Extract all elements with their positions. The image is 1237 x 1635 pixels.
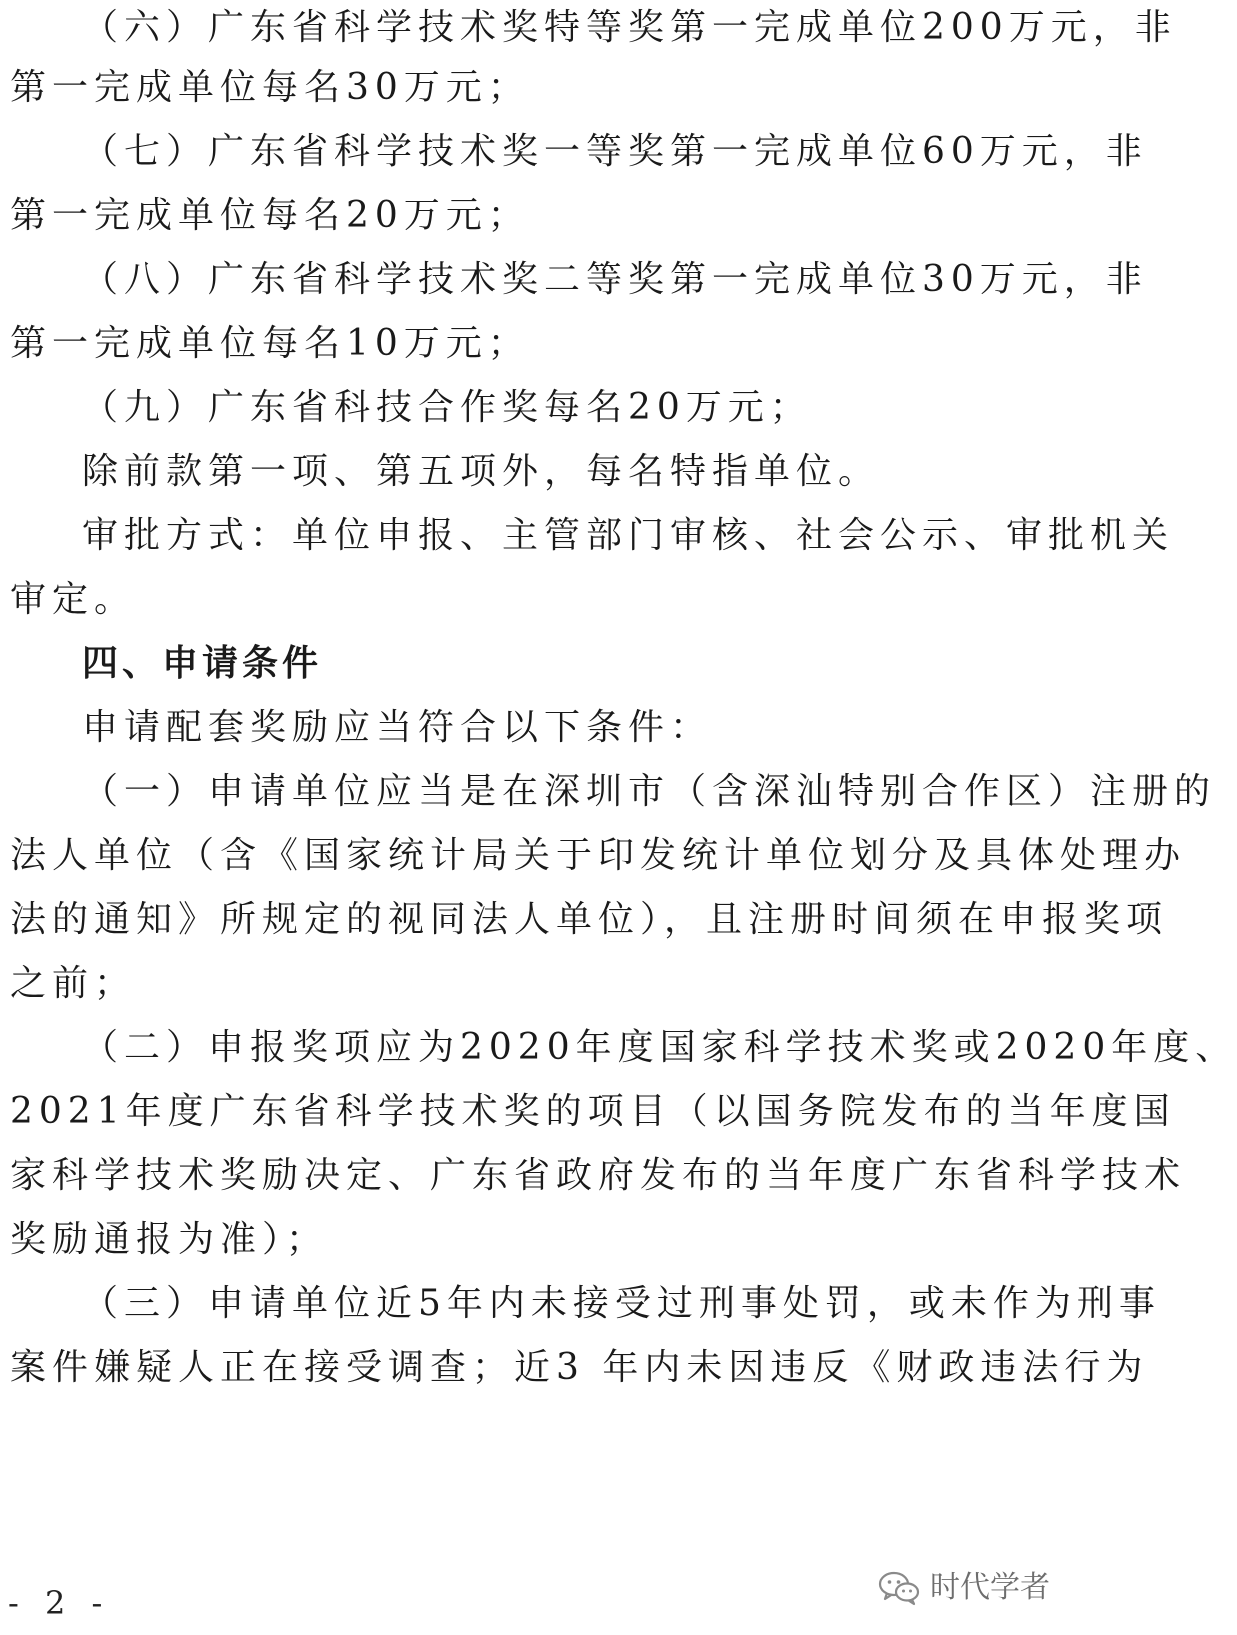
paragraph-line: （七）广东省科学技术奖一等奖第一完成单位60万元，非 bbox=[82, 131, 1148, 172]
paragraph-line: 奖励通报为准）； bbox=[10, 1219, 329, 1260]
paragraph-line: （二）申报奖项应为2020年度国家科学技术奖或2020年度、 bbox=[82, 1027, 1237, 1068]
paragraph-line: 2021年度广东省科学技术奖的项目（以国务院发布的当年度国 bbox=[10, 1091, 1176, 1132]
paragraph-line: 申请配套奖励应当符合以下条件： bbox=[82, 707, 713, 748]
paragraph-line: 法的通知》所规定的视同法人单位），且注册时间须在申报奖项 bbox=[10, 899, 1169, 940]
paragraph-line: （六）广东省科学技术奖特等奖第一完成单位200万元，非 bbox=[82, 7, 1177, 48]
paragraph-line: 案件嫌疑人正在接受调查；近3 年内未因违反《财政违法行为 bbox=[10, 1347, 1149, 1388]
paragraph-line: （八）广东省科学技术奖二等奖第一完成单位30万元，非 bbox=[82, 259, 1148, 300]
watermark bbox=[878, 1568, 1050, 1608]
paragraph-line: 家科学技术奖励决定、广东省政府发布的当年度广东省科学技术 bbox=[10, 1155, 1187, 1196]
paragraph-line: 法人单位（含《国家统计局关于印发统计单位划分及具体处理办 bbox=[10, 835, 1187, 876]
paragraph-line: 第一完成单位每名10万元； bbox=[10, 323, 530, 364]
watermark-text: 时代学者 bbox=[930, 1570, 1050, 1605]
paragraph-line: （九）广东省科技合作奖每名20万元； bbox=[82, 387, 812, 428]
paragraph-line: 审批方式：单位申报、主管部门审核、社会公示、审批机关 bbox=[82, 515, 1175, 556]
paragraph-line: （三）申请单位近5年内未接受过刑事处罚，或未作为刑事 bbox=[82, 1283, 1161, 1324]
paragraph-line: 除前款第一项、第五项外，每名特指单位。 bbox=[82, 451, 881, 492]
paragraph-line: （一）申请单位应当是在深圳市（含深汕特别合作区）注册的 bbox=[82, 771, 1217, 812]
paragraph-line: 第一完成单位每名30万元； bbox=[10, 67, 530, 108]
page-number: - 2 - bbox=[8, 1584, 111, 1622]
paragraph-line: 之前； bbox=[10, 963, 137, 1004]
wechat-icon bbox=[878, 1570, 920, 1606]
paragraph-line: 第一完成单位每名20万元； bbox=[10, 195, 530, 236]
section-heading: 四、申请条件 bbox=[82, 643, 323, 684]
paragraph-line: 审定。 bbox=[10, 579, 137, 620]
